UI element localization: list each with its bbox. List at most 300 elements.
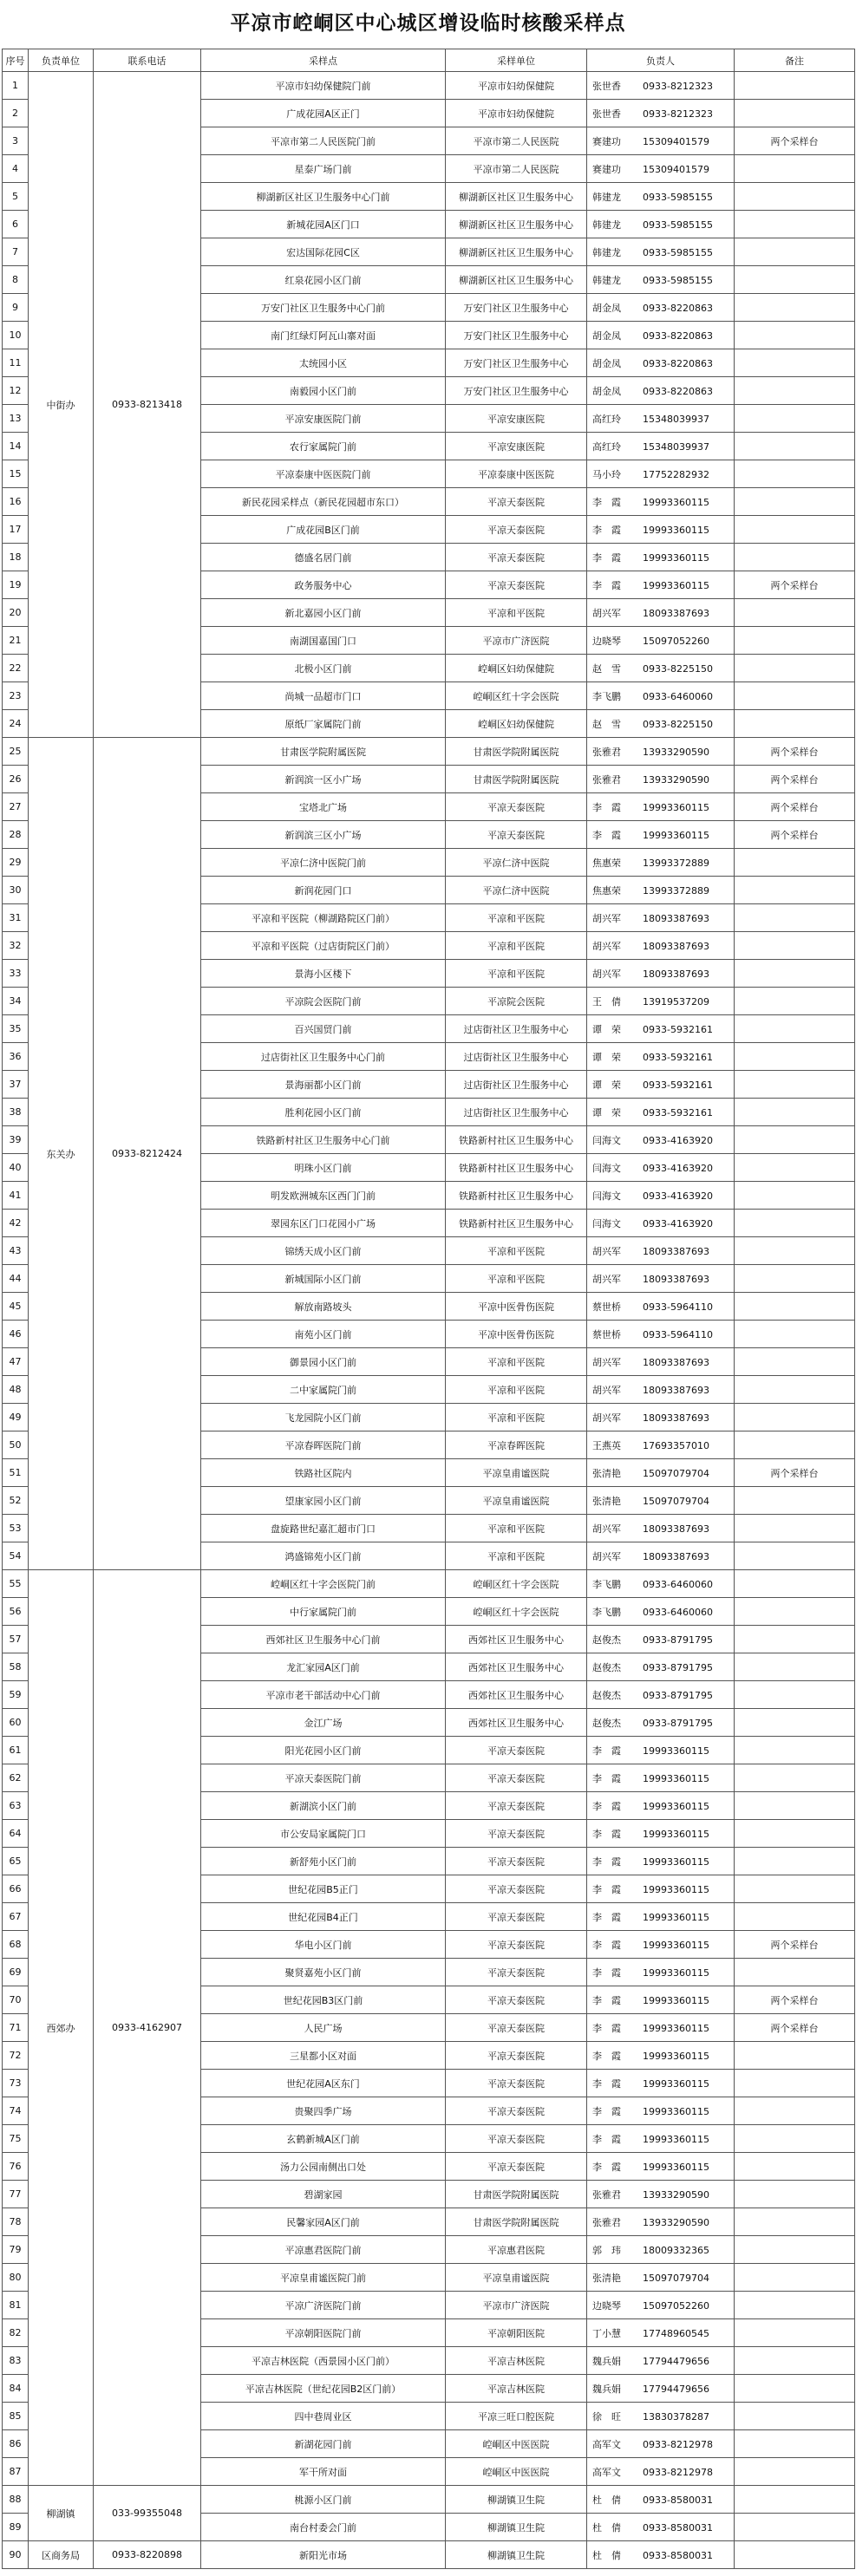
person-name: 李 霞 (592, 1911, 621, 1923)
person-phone: 13830378287 (643, 2410, 709, 2423)
row-site: 宝塔北广场 (201, 793, 446, 821)
row-agency: 平凉天泰医院 (446, 2042, 587, 2070)
row-seq: 89 (3, 2514, 29, 2541)
row-site: 新湖滨小区门前 (201, 1792, 446, 1820)
row-agency: 平凉和平医院 (446, 960, 587, 988)
row-person (587, 1321, 735, 1348)
row-seq: 79 (3, 2236, 29, 2264)
row-site: 新润滨三区小广场 (201, 821, 446, 849)
row-site: 平凉泰康中医医院门前 (201, 460, 446, 488)
row-seq: 69 (3, 1959, 29, 1986)
person-name: 魏兵娟 (592, 2355, 621, 2367)
row-note (735, 1043, 855, 1071)
row-person (587, 1875, 735, 1903)
row-person (587, 322, 735, 349)
person-phone: 19993360115 (643, 2077, 709, 2090)
group-unit: 柳湖镇 (29, 2486, 94, 2541)
person-name: 杜 倩 (592, 2521, 621, 2534)
row-person (587, 1681, 735, 1709)
sampling-sites-table (2, 49, 855, 2569)
row-seq: 58 (3, 1653, 29, 1681)
row-site: 平凉广济医院门前 (201, 2292, 446, 2319)
person-phone: 18093387693 (643, 1523, 709, 1535)
row-person (587, 488, 735, 516)
row-seq: 48 (3, 1376, 29, 1404)
person-name: 李 霞 (592, 2050, 621, 2062)
row-seq: 55 (3, 1570, 29, 1598)
row-person (587, 849, 735, 877)
person-phone: 0933-8212323 (643, 108, 713, 120)
row-note (735, 2458, 855, 2486)
person-phone: 13993372889 (643, 857, 709, 869)
row-seq: 66 (3, 1875, 29, 1903)
row-seq: 87 (3, 2458, 29, 2486)
row-person (587, 2403, 735, 2430)
row-note (735, 488, 855, 516)
row-agency: 平凉天泰医院 (446, 1820, 587, 1848)
row-site: 鸿盛锦苑小区门前 (201, 1542, 446, 1570)
row-agency: 平凉朝阳医院 (446, 2319, 587, 2347)
row-note (735, 2375, 855, 2403)
row-seq: 77 (3, 2181, 29, 2208)
row-person (587, 710, 735, 738)
person-name: 李 霞 (592, 801, 621, 813)
person-phone: 0933-5985155 (643, 246, 713, 258)
person-phone: 18093387693 (643, 940, 709, 952)
row-person (587, 2458, 735, 2486)
person-phone: 19993360115 (643, 1994, 709, 2006)
row-site: 平凉安康医院门前 (201, 405, 446, 433)
row-agency: 平凉安康医院 (446, 433, 587, 460)
person-phone: 18009332365 (643, 2244, 709, 2256)
row-site: 二中家属院门前 (201, 1376, 446, 1404)
row-seq: 51 (3, 1459, 29, 1487)
row-note (735, 1764, 855, 1792)
header-note: 备注 (735, 49, 855, 72)
row-person (587, 766, 735, 793)
person-name: 胡兴军 (592, 1273, 621, 1285)
person-name: 胡兴军 (592, 1245, 621, 1257)
person-phone: 18093387693 (643, 607, 709, 619)
table-row (3, 72, 855, 100)
person-name: 李 霞 (592, 524, 621, 536)
row-note (735, 100, 855, 127)
row-note (735, 516, 855, 544)
row-person (587, 960, 735, 988)
row-agency: 柳湖镇卫生院 (446, 2486, 587, 2514)
person-name: 胡兴军 (592, 968, 621, 980)
person-name: 张清艳 (592, 2272, 621, 2284)
row-person (587, 1959, 735, 1986)
row-agency: 甘肃医学院附属医院 (446, 738, 587, 766)
row-agency: 甘肃医学院附属医院 (446, 2181, 587, 2208)
row-agency: 平凉和平医院 (446, 904, 587, 932)
row-seq: 65 (3, 1848, 29, 1875)
row-seq: 10 (3, 322, 29, 349)
row-note (735, 2486, 855, 2514)
row-seq: 81 (3, 2292, 29, 2319)
row-agency: 平凉市第二人民医院 (446, 127, 587, 155)
person-name: 张清艳 (592, 1495, 621, 1507)
header-unit: 负责单位 (29, 49, 94, 72)
person-name: 李 霞 (592, 1883, 621, 1895)
row-note (735, 2208, 855, 2236)
row-agency: 铁路新村社区卫生服务中心 (446, 1154, 587, 1182)
row-seq: 3 (3, 127, 29, 155)
row-site: 原纸厂家属院门前 (201, 710, 446, 738)
row-agency: 柳湖新区社区卫生服务中心 (446, 211, 587, 238)
row-seq: 34 (3, 988, 29, 1015)
row-note: 两个采样台 (735, 2014, 855, 2042)
person-phone: 0933-5932161 (643, 1106, 713, 1118)
row-note (735, 1959, 855, 1986)
row-site: 柳湖新区社区卫生服务中心门前 (201, 183, 446, 211)
row-agency: 平凉和平医院 (446, 1542, 587, 1570)
table-body (3, 72, 855, 2569)
row-note: 两个采样台 (735, 1986, 855, 2014)
person-phone: 19993360115 (643, 1745, 709, 1757)
row-seq: 45 (3, 1293, 29, 1321)
row-seq: 60 (3, 1709, 29, 1737)
row-person (587, 1237, 735, 1265)
row-seq: 23 (3, 682, 29, 710)
row-agency: 平凉和平医院 (446, 1348, 587, 1376)
person-name: 张雅君 (592, 773, 621, 786)
row-seq: 85 (3, 2403, 29, 2430)
row-person (587, 2042, 735, 2070)
row-agency: 崆峒区红十字会医院 (446, 1570, 587, 1598)
row-seq: 86 (3, 2430, 29, 2458)
row-seq: 22 (3, 655, 29, 682)
person-phone: 0933-8220863 (643, 357, 713, 369)
person-name: 张世香 (592, 108, 621, 120)
row-person (587, 1653, 735, 1681)
row-agency: 平凉市广济医院 (446, 2292, 587, 2319)
row-agency: 平凉天泰医院 (446, 2014, 587, 2042)
row-note (735, 1848, 855, 1875)
person-phone: 0933-5932161 (643, 1079, 713, 1091)
row-site: 新民花园采样点（新民花园超市东口） (201, 488, 446, 516)
row-note: 两个采样台 (735, 571, 855, 599)
person-name: 胡金凤 (592, 357, 621, 369)
row-person (587, 516, 735, 544)
row-agency: 平凉和平医院 (446, 1515, 587, 1542)
person-name: 李 霞 (592, 1800, 621, 1812)
row-note (735, 655, 855, 682)
row-agency: 柳湖镇卫生院 (446, 2514, 587, 2541)
row-person (587, 2541, 735, 2569)
person-name: 焦惠荣 (592, 884, 621, 897)
person-name: 李 霞 (592, 2022, 621, 2034)
row-person (587, 2264, 735, 2292)
row-seq: 14 (3, 433, 29, 460)
person-phone: 19993360115 (643, 1772, 709, 1784)
row-site: 平凉皇甫谧医院门前 (201, 2264, 446, 2292)
row-site: 尚城一品超市门口 (201, 682, 446, 710)
row-agency: 平凉春晖医院 (446, 1431, 587, 1459)
person-name: 胡兴军 (592, 1550, 621, 1562)
row-agency: 平凉皇甫谧医院 (446, 1487, 587, 1515)
row-note (735, 1348, 855, 1376)
person-name: 赵俊杰 (592, 1717, 621, 1729)
row-site: 平凉市妇幼保健院门前 (201, 72, 446, 100)
person-phone: 19993360115 (643, 1966, 709, 1979)
row-site: 景海小区楼下 (201, 960, 446, 988)
person-phone: 13933290590 (643, 773, 709, 786)
person-name: 闫海文 (592, 1217, 621, 1229)
person-phone: 0933-8225150 (643, 718, 713, 730)
row-site: 明发欧洲城东区西门门前 (201, 1182, 446, 1210)
row-seq: 17 (3, 516, 29, 544)
row-site: 平凉吉林医院（西景园小区门前） (201, 2347, 446, 2375)
row-site: 农行家属院门前 (201, 433, 446, 460)
row-agency: 铁路新村社区卫生服务中心 (446, 1126, 587, 1154)
row-person (587, 238, 735, 266)
person-name: 谭 荣 (592, 1079, 621, 1091)
row-seq: 53 (3, 1515, 29, 1542)
person-name: 杜 倩 (592, 2549, 621, 2561)
row-person (587, 1931, 735, 1959)
person-name: 李 霞 (592, 829, 621, 841)
row-note (735, 1182, 855, 1210)
person-phone: 0933-5985155 (643, 218, 713, 231)
person-phone: 0933-8580031 (643, 2521, 713, 2534)
person-phone: 0933-8220863 (643, 302, 713, 314)
row-agency: 崆峒区中医医院 (446, 2430, 587, 2458)
person-name: 李 霞 (592, 2077, 621, 2090)
row-person (587, 1986, 735, 2014)
row-agency: 平凉惠君医院 (446, 2236, 587, 2264)
page-title: 平凉市崆峒区中心城区增设临时核酸采样点 (230, 11, 626, 35)
row-seq: 15 (3, 460, 29, 488)
row-agency: 平凉天泰医院 (446, 1931, 587, 1959)
row-note (735, 2403, 855, 2430)
person-phone: 15097079704 (643, 1495, 709, 1507)
row-site: 新舒苑小区门前 (201, 1848, 446, 1875)
row-seq: 90 (3, 2541, 29, 2569)
row-seq: 82 (3, 2319, 29, 2347)
person-phone: 19993360115 (643, 1800, 709, 1812)
row-seq: 57 (3, 1626, 29, 1653)
person-phone: 19993360115 (643, 2050, 709, 2062)
row-seq: 68 (3, 1931, 29, 1959)
row-seq: 4 (3, 155, 29, 183)
row-site: 民馨家园A区门前 (201, 2208, 446, 2236)
row-site: 平凉市第二人民医院门前 (201, 127, 446, 155)
person-phone: 0933-8580031 (643, 2549, 713, 2561)
row-site: 政务服务中心 (201, 571, 446, 599)
row-person (587, 1099, 735, 1126)
row-seq: 18 (3, 544, 29, 571)
row-note: 两个采样台 (735, 738, 855, 766)
header-site: 采样点 (201, 49, 446, 72)
person-phone: 15309401579 (643, 163, 709, 175)
person-phone: 0933-4163920 (643, 1217, 713, 1229)
row-person (587, 1404, 735, 1431)
person-name: 李 霞 (592, 2133, 621, 2145)
person-name: 张雅君 (592, 2216, 621, 2228)
row-site: 德盛名居门前 (201, 544, 446, 571)
row-agency: 平凉吉林医院 (446, 2347, 587, 2375)
person-name: 李 霞 (592, 1939, 621, 1951)
row-note (735, 1903, 855, 1931)
row-person (587, 2514, 735, 2541)
row-agency: 平凉市妇幼保健院 (446, 100, 587, 127)
row-note (735, 599, 855, 627)
row-seq: 36 (3, 1043, 29, 1071)
row-agency: 过店街社区卫生服务中心 (446, 1099, 587, 1126)
row-note (735, 1792, 855, 1820)
row-agency: 平凉天泰医院 (446, 821, 587, 849)
row-person (587, 1820, 735, 1848)
row-person (587, 2347, 735, 2375)
row-seq: 38 (3, 1099, 29, 1126)
row-note (735, 2264, 855, 2292)
row-agency: 甘肃医学院附属医院 (446, 2208, 587, 2236)
row-note (735, 627, 855, 655)
row-seq: 7 (3, 238, 29, 266)
row-agency: 平凉皇甫谧医院 (446, 1459, 587, 1487)
row-note (735, 988, 855, 1015)
person-name: 胡兴军 (592, 1384, 621, 1396)
row-note (735, 1154, 855, 1182)
row-site: 南毅园小区门前 (201, 377, 446, 405)
row-agency: 柳湖新区社区卫生服务中心 (446, 238, 587, 266)
row-seq: 11 (3, 349, 29, 377)
person-phone: 19993360115 (643, 829, 709, 841)
row-note (735, 2042, 855, 2070)
row-site: 平凉和平医院（柳湖路院区门前） (201, 904, 446, 932)
row-note: 两个采样台 (735, 766, 855, 793)
row-agency: 万安门社区卫生服务中心 (446, 349, 587, 377)
row-note (735, 2347, 855, 2375)
row-seq: 27 (3, 793, 29, 821)
row-person (587, 738, 735, 766)
row-person (587, 2486, 735, 2514)
table-row (3, 738, 855, 766)
row-note (735, 877, 855, 904)
person-phone: 19993360115 (643, 801, 709, 813)
row-note (735, 72, 855, 100)
row-site: 飞龙园院小区门前 (201, 1404, 446, 1431)
person-name: 王燕英 (592, 1439, 621, 1451)
row-agency: 西郊社区卫生服务中心 (446, 1653, 587, 1681)
person-phone: 19993360115 (643, 496, 709, 508)
person-name: 李飞鹏 (592, 1606, 621, 1618)
row-seq: 47 (3, 1348, 29, 1376)
person-name: 谭 荣 (592, 1106, 621, 1118)
row-seq: 83 (3, 2347, 29, 2375)
row-note (735, 2097, 855, 2125)
row-seq: 28 (3, 821, 29, 849)
row-person (587, 1709, 735, 1737)
person-name: 韩建龙 (592, 218, 621, 231)
table-header (3, 49, 855, 72)
row-note (735, 1210, 855, 1237)
person-phone: 15097052260 (643, 635, 709, 647)
person-phone: 17752282932 (643, 468, 709, 480)
person-phone: 0933-8791795 (643, 1661, 713, 1673)
person-phone: 15348039937 (643, 440, 709, 453)
row-site: 广成花园B区门前 (201, 516, 446, 544)
row-site: 三星都小区对面 (201, 2042, 446, 2070)
person-name: 李 霞 (592, 579, 621, 591)
person-phone: 17748960545 (643, 2327, 709, 2339)
row-seq: 49 (3, 1404, 29, 1431)
person-phone: 18093387693 (643, 968, 709, 980)
row-seq: 37 (3, 1071, 29, 1099)
row-note (735, 349, 855, 377)
person-phone: 0933-4163920 (643, 1134, 713, 1146)
row-site: 世纪花园A区东门 (201, 2070, 446, 2097)
row-site: 汤力公园南侧出口处 (201, 2153, 446, 2181)
row-agency: 平凉天泰医院 (446, 1875, 587, 1903)
table-row (3, 2541, 855, 2569)
row-seq: 31 (3, 904, 29, 932)
row-site: 南湖国嘉国门口 (201, 627, 446, 655)
person-phone: 18093387693 (643, 1273, 709, 1285)
person-phone: 0933-8212978 (643, 2466, 713, 2478)
row-person (587, 294, 735, 322)
row-note (735, 1487, 855, 1515)
group-phone: 0933-8213418 (94, 72, 201, 738)
person-name: 蔡世桥 (592, 1301, 621, 1313)
row-agency: 柳湖新区社区卫生服务中心 (446, 183, 587, 211)
row-site: 平凉市老干部活动中心门前 (201, 1681, 446, 1709)
row-person (587, 904, 735, 932)
row-site: 金江广场 (201, 1709, 446, 1737)
row-site: 世纪花园B4正门 (201, 1903, 446, 1931)
person-name: 胡兴军 (592, 912, 621, 924)
person-phone: 0933-4163920 (643, 1190, 713, 1202)
row-seq: 59 (3, 1681, 29, 1709)
row-person (587, 1293, 735, 1321)
row-person (587, 1626, 735, 1653)
row-site: 阳光花园小区门前 (201, 1737, 446, 1764)
row-seq: 26 (3, 766, 29, 793)
row-site: 华电小区门前 (201, 1931, 446, 1959)
row-site: 过店街社区卫生服务中心门前 (201, 1043, 446, 1071)
person-name: 马小玲 (592, 468, 621, 480)
row-site: 新阳光市场 (201, 2541, 446, 2569)
row-agency: 平凉天泰医院 (446, 516, 587, 544)
person-phone: 13933290590 (643, 746, 709, 758)
row-site: 平凉和平医院（过店街院区门前） (201, 932, 446, 960)
row-person (587, 1182, 735, 1210)
row-site: 四中巷周业区 (201, 2403, 446, 2430)
header-row (3, 49, 855, 72)
person-name: 丁小慧 (592, 2327, 621, 2339)
person-name: 魏兵娟 (592, 2383, 621, 2395)
person-phone: 0933-6460060 (643, 1578, 713, 1590)
person-phone: 15348039937 (643, 413, 709, 425)
row-seq: 33 (3, 960, 29, 988)
row-note (735, 1376, 855, 1404)
row-agency: 平凉天泰医院 (446, 1792, 587, 1820)
header-phone: 联系电话 (94, 49, 201, 72)
row-person (587, 2125, 735, 2153)
person-name: 边晓琴 (592, 2299, 621, 2312)
row-site: 盘旋路世纪嘉汇超市门口 (201, 1515, 446, 1542)
row-site: 平凉惠君医院门前 (201, 2236, 446, 2264)
person-phone: 0933-5964110 (643, 1301, 713, 1313)
person-name: 李飞鹏 (592, 690, 621, 702)
row-note (735, 1015, 855, 1043)
row-note (735, 1626, 855, 1653)
row-person (587, 349, 735, 377)
row-person (587, 544, 735, 571)
person-name: 徐 旺 (592, 2410, 621, 2423)
